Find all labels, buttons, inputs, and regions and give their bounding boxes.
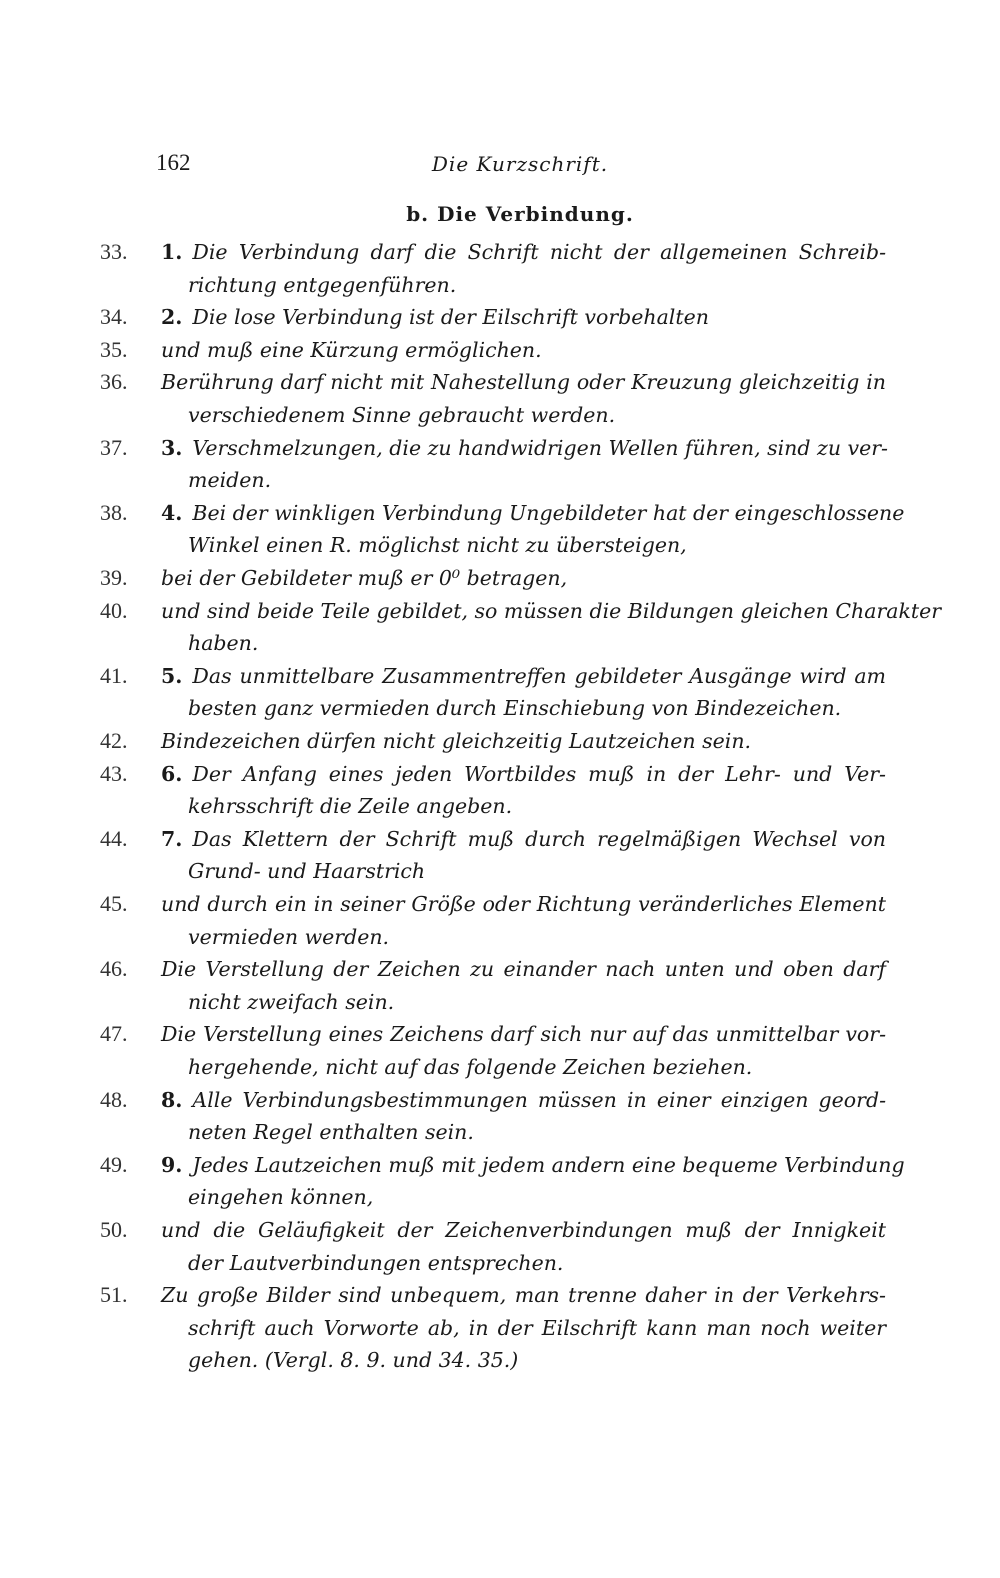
- rule-subnumber: 5.: [161, 663, 183, 688]
- rule-text: [161, 432, 886, 464]
- rule-line: [0, 692, 1000, 724]
- rule-body: hergehende, nicht auf das folgende Zeichen beziehen.: [188, 1055, 753, 1079]
- rule-body: und muß eine Kürzung ermöglichen.: [161, 337, 542, 362]
- rule-body: kehrsschrift die Zeile angeben.: [188, 794, 513, 819]
- rule-subnumber: 7.: [161, 826, 183, 851]
- rule-text: [161, 366, 886, 398]
- rule-text: [161, 301, 886, 333]
- running-title: Die Kurzschrift.: [431, 152, 609, 176]
- rule-line: [0, 497, 1000, 529]
- rule-text: [188, 1051, 886, 1083]
- rule-line: [0, 855, 1000, 887]
- rule-line: [0, 823, 1000, 855]
- rule-body: Alle Verbindungsbestimmungen müssen in einer einzigen geord-: [192, 1087, 886, 1112]
- rule-number: 37.: [100, 434, 128, 460]
- rule-number: 34.: [100, 304, 128, 330]
- rule-number: 42.: [100, 728, 128, 753]
- rule-line: [0, 1279, 1000, 1311]
- rule-line: [0, 921, 1000, 953]
- rule-line: [0, 1247, 1000, 1279]
- rule-body: der Lautverbindungen entsprechen.: [188, 1250, 564, 1275]
- rule-text: [188, 1344, 886, 1376]
- rule-line: [0, 432, 1000, 464]
- rule-line: [0, 888, 1000, 920]
- rule-line: [0, 1018, 1000, 1050]
- rule-line: [0, 562, 1000, 594]
- rule-number: 51.: [100, 1282, 128, 1308]
- rule-number: 41.: [100, 662, 128, 688]
- rule-text: [161, 1084, 886, 1116]
- rule-text: [188, 692, 886, 724]
- rule-body: meiden.: [188, 468, 272, 493]
- rule-body: Bei der winkligen Verbindung Ungebildeter hat der eingeschlossene: [192, 500, 905, 525]
- rule-line: [0, 1214, 1000, 1246]
- rule-text: [161, 1018, 886, 1050]
- rule-body: und die Geläufigkeit der Zeichenverbindungen muß der Innigkeit: [161, 1218, 886, 1242]
- rule-body: bei der Gebildeter muß er 0⁰ betragen,: [161, 566, 568, 590]
- rule-text: [161, 758, 886, 790]
- rule-line: [0, 1312, 1000, 1344]
- rule-line: [0, 758, 1000, 790]
- rule-text: [188, 1181, 886, 1213]
- rule-body: haben.: [188, 631, 259, 656]
- rule-number: 48.: [100, 1086, 128, 1112]
- rule-body: Berührung darf nicht mit Nahestellung oder Kreuzung gleichzeitig in: [161, 370, 886, 395]
- rule-subnumber: 8.: [161, 1087, 183, 1112]
- rule-body: Die Verbindung darf die Schrift nicht der allgemeinen Schreib-: [192, 240, 886, 264]
- rule-text: [188, 269, 886, 301]
- rule-text: [188, 986, 886, 1018]
- rule-line: [0, 1181, 1000, 1213]
- rule-number: 45.: [100, 891, 128, 916]
- rule-body: nicht zweifach sein.: [188, 989, 395, 1014]
- rule-number: 33.: [100, 239, 128, 264]
- rule-text: [161, 660, 886, 692]
- rule-line: [0, 595, 1000, 627]
- rule-number: 44.: [100, 825, 128, 851]
- rule-subnumber: 6.: [161, 761, 183, 786]
- rule-text: [161, 562, 886, 594]
- rule-text: [161, 888, 886, 920]
- rule-body: besten ganz vermieden durch Einschiebung von Bindezeichen.: [188, 696, 842, 721]
- rule-body: Bindezeichen dürfen nicht gleichzeitig Lautzeichen sein.: [161, 729, 752, 753]
- rule-line: [0, 986, 1000, 1018]
- rule-text: [188, 464, 886, 496]
- rule-number: 50.: [100, 1217, 128, 1242]
- rule-text: [188, 921, 886, 953]
- rule-body: und sind beide Teile gebildet, so müssen die Bildungen gleichen Charakter: [161, 598, 942, 623]
- rule-number: 43.: [100, 760, 128, 786]
- rule-line: [0, 627, 1000, 659]
- rule-text: [161, 953, 886, 985]
- rule-subnumber: 3.: [161, 435, 183, 460]
- rule-line: [0, 334, 1000, 366]
- rule-body: Die Verstellung eines Zeichens darf sich nur auf das unmittelbar vor-: [161, 1022, 886, 1047]
- rule-body: Der Anfang eines jeden Wortbildes muß in der Lehr- und Ver-: [192, 761, 886, 786]
- rule-line: [0, 529, 1000, 561]
- rule-number: 38.: [100, 499, 128, 525]
- rule-line: [0, 1051, 1000, 1083]
- rule-subnumber: 1.: [161, 240, 183, 264]
- rule-text: [161, 236, 886, 268]
- rule-number: 40.: [100, 597, 128, 623]
- rule-body: Die lose Verbindung ist der Eilschrift vorbehalten: [192, 305, 709, 330]
- rule-text: [188, 1247, 886, 1279]
- rule-text: [188, 529, 886, 561]
- rule-number: 46.: [100, 956, 128, 982]
- rule-body: Grund- und Haarstrich: [188, 859, 426, 884]
- rule-text: [188, 627, 886, 659]
- rule-body: vermieden werden.: [188, 924, 390, 949]
- rule-line: [0, 301, 1000, 333]
- rule-body: Das unmittelbare Zusammentreffen gebildeter Ausgänge wird am: [192, 663, 886, 688]
- rule-text: [188, 790, 886, 822]
- rule-line: [0, 464, 1000, 496]
- rule-subnumber: 9.: [161, 1152, 183, 1177]
- rule-text: [188, 855, 886, 887]
- rule-line: [0, 236, 1000, 268]
- rule-line: [0, 269, 1000, 301]
- rule-text: [161, 595, 942, 627]
- page-number: 162: [156, 150, 191, 175]
- section-title: b. Die Verbindung.: [406, 202, 634, 226]
- rule-text: [161, 334, 886, 366]
- rule-line: [0, 660, 1000, 692]
- rule-body: neten Regel enthalten sein.: [188, 1120, 474, 1145]
- rule-line: [0, 790, 1000, 822]
- rule-text: [188, 399, 886, 431]
- rule-line: [0, 366, 1000, 398]
- rule-body: schrift auch Vorworte ab, in der Eilschrift kann man noch weiter: [188, 1315, 886, 1340]
- rule-line: [0, 953, 1000, 985]
- rule-number: 36.: [100, 369, 128, 395]
- rule-body: Die Verstellung der Zeichen zu einander nach unten und oben darf: [161, 957, 886, 982]
- rule-body: Verschmelzungen, die zu handwidrigen Wellen führen, sind zu ver-: [192, 435, 888, 460]
- rule-text: [161, 1149, 905, 1181]
- rule-body: Jedes Lautzeichen muß mit jedem andern eine bequeme Verbindung: [192, 1152, 905, 1177]
- rule-text: [161, 1214, 886, 1246]
- rule-line: [0, 725, 1000, 757]
- rule-body: Winkel einen R. möglichst nicht zu übersteigen,: [188, 533, 687, 558]
- rule-body: richtung entgegenführen.: [188, 272, 457, 297]
- rule-number: 47.: [100, 1021, 128, 1047]
- rule-number: 35.: [100, 336, 128, 362]
- rule-body: eingehen können,: [188, 1185, 374, 1210]
- rule-text: [161, 823, 886, 855]
- rule-body: Zu große Bilder sind unbequem, man trenne daher in der Verkehrs-: [161, 1283, 886, 1308]
- rule-text: [188, 1312, 886, 1344]
- rule-body: Das Klettern der Schrift muß durch regelmäßigen Wechsel von: [192, 826, 886, 851]
- rule-text: [161, 725, 886, 757]
- rule-text: [161, 1279, 886, 1311]
- rule-body: und durch ein in seiner Größe oder Richtung veränderliches Element: [161, 892, 886, 916]
- page-header: [150, 150, 890, 186]
- rule-text: [188, 1116, 886, 1148]
- rule-number: 49.: [100, 1151, 128, 1177]
- rule-subnumber: 2.: [161, 305, 183, 330]
- rule-body: verschiedenem Sinne gebraucht werden.: [188, 403, 616, 427]
- rule-number: 39.: [100, 565, 128, 590]
- rule-line: [0, 1116, 1000, 1148]
- rule-text: [161, 497, 905, 529]
- rule-line: [0, 399, 1000, 431]
- rule-line: [0, 1149, 1000, 1181]
- rule-body: gehen. (Vergl. 8. 9. und 34. 35.): [188, 1348, 519, 1373]
- rule-subnumber: 4.: [161, 500, 183, 525]
- rule-line: [0, 1084, 1000, 1116]
- rule-line: [0, 1344, 1000, 1376]
